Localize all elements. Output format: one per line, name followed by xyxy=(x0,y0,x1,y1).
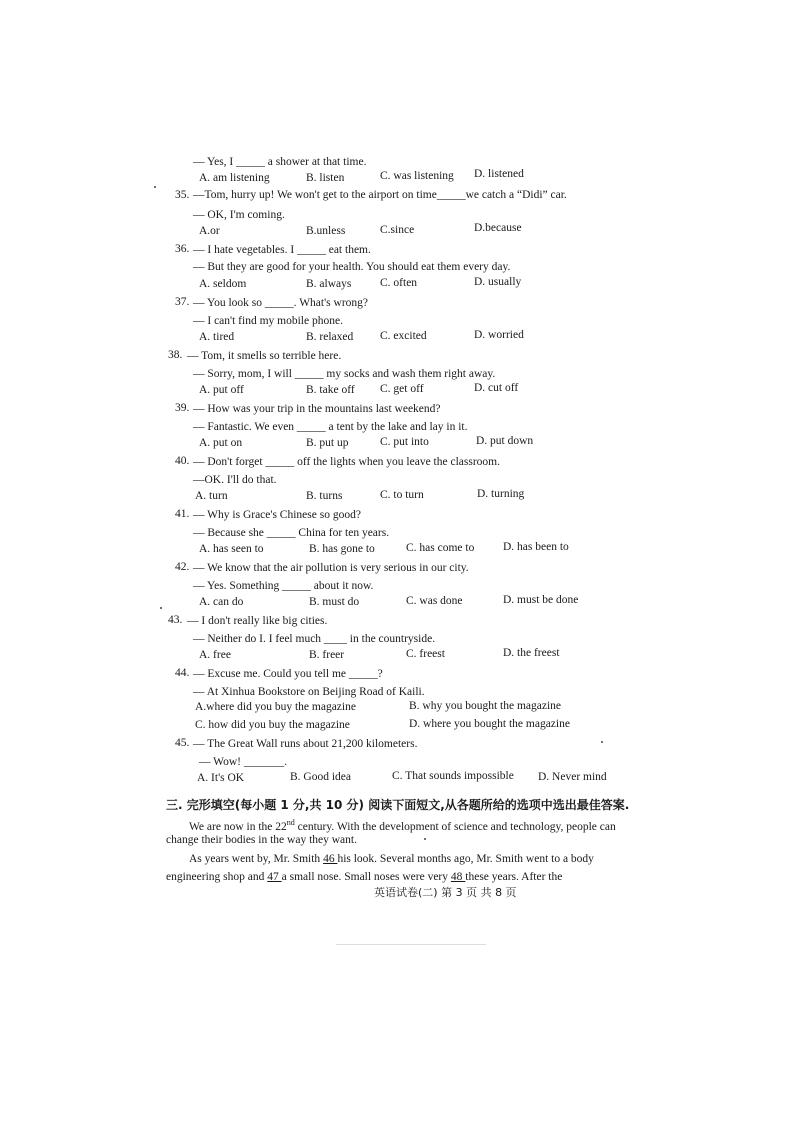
option-d: D. put down xyxy=(476,435,534,447)
blank-47: 47 xyxy=(267,871,282,883)
passage-text: As years went by, Mr. Smith xyxy=(189,853,324,865)
question-line-2: — Yes. Something _____ about it now. xyxy=(193,580,374,592)
scan-speck xyxy=(160,607,162,609)
option-b: B. Good idea xyxy=(290,771,352,783)
question-line-2: — OK, I'm coming. xyxy=(193,209,285,221)
option-d: D. must be done xyxy=(503,594,579,606)
passage-line-3 xyxy=(189,850,594,868)
question-line-2: — I can't find my mobile phone. xyxy=(193,315,343,327)
option-c: C. That sounds impossible xyxy=(392,770,514,782)
option-c: C. to turn xyxy=(380,489,424,501)
option-a: A. put on xyxy=(199,437,243,449)
scan-line xyxy=(336,944,486,945)
option-a: A. turn xyxy=(195,490,228,502)
option-a: A. seldom xyxy=(199,278,247,290)
question-line-2: — Neither do I. I feel much ____ in the countryside. xyxy=(193,633,436,645)
option-c: C. was done xyxy=(406,595,463,607)
q34-option-c: C. was listening xyxy=(380,170,454,182)
passage-text: a small nose. Small noses were very xyxy=(281,871,451,883)
scan-speck xyxy=(154,186,156,188)
passage-text: his look. Several months ago, Mr. Smith went to a body xyxy=(337,853,594,865)
passage-text: We are now in the 22 xyxy=(189,820,287,833)
option-d: D. the freest xyxy=(503,647,560,659)
option-d: D. has been to xyxy=(503,541,569,553)
option-a: A. put off xyxy=(199,384,244,396)
option-c: C. get off xyxy=(380,383,424,395)
option-a: A.or xyxy=(199,225,220,237)
option-a: A.where did you buy the magazine xyxy=(195,701,356,713)
question-number: 42. xyxy=(175,561,190,573)
q34-option-d: D. listened xyxy=(474,168,524,180)
q34-option-a: A. am listening xyxy=(199,172,270,184)
option-b: B. has gone to xyxy=(309,543,375,555)
option-c: C. often xyxy=(380,277,418,289)
option-d: D. cut off xyxy=(474,382,519,394)
option-b: B. freer xyxy=(309,649,345,661)
option-c: C. how did you buy the magazine xyxy=(195,719,350,731)
page-footer: 英语试卷(二) 第 3 页 共 8 页 xyxy=(374,886,517,899)
option-d: D. Never mind xyxy=(538,771,607,783)
question-line-1: — Excuse me. Could you tell me _____? xyxy=(193,668,383,680)
question-number: 38. xyxy=(168,349,183,361)
question-line-2: — Sorry, mom, I will _____ my socks and wash them right away. xyxy=(193,368,496,380)
question-line-1: — How was your trip in the mountains last weekend? xyxy=(193,403,441,415)
question-line-2: —OK. I'll do that. xyxy=(193,474,277,486)
question-number: 37. xyxy=(175,296,190,308)
blank-48: 48 xyxy=(450,871,466,883)
option-a: A. can do xyxy=(199,596,244,608)
ordinal-suffix: nd xyxy=(286,818,295,827)
question-line-2: — Because she _____ China for ten years. xyxy=(193,527,390,539)
option-b: B. always xyxy=(306,278,352,290)
question-number: 35. xyxy=(175,189,190,201)
question-number: 45. xyxy=(175,737,190,749)
option-d: D. worried xyxy=(474,329,524,341)
option-b: B. relaxed xyxy=(306,331,354,343)
option-c: C.since xyxy=(380,224,415,236)
option-c: C. freest xyxy=(406,648,445,660)
scan-speck xyxy=(601,741,603,743)
passage-text: century. With the development of science and technology, people can xyxy=(294,820,616,833)
question-number: 39. xyxy=(175,402,190,414)
question-line-2: — But they are good for your health. You should eat them every day. xyxy=(193,261,511,273)
option-c: C. excited xyxy=(380,330,427,342)
option-b: B. must do xyxy=(309,596,360,608)
section-title: 三. 完形填空(每小题 1 分,共 10 分) 阅读下面短文,从各题所给的选项中选出最佳答案. xyxy=(166,798,630,812)
question-line-1: — The Great Wall runs about 21,200 kilometers. xyxy=(193,738,418,750)
question-line-1: — Why is Grace's Chinese so good? xyxy=(193,509,361,521)
question-line-1: — Don't forget _____ off the lights when you leave the classroom. xyxy=(193,456,500,468)
scan-speck xyxy=(424,838,426,840)
option-d: D.because xyxy=(474,222,522,234)
option-a: A. tired xyxy=(199,331,235,343)
option-d: D. where you bought the magazine xyxy=(409,718,570,730)
question-number: 43. xyxy=(168,614,183,626)
passage-text: engineering shop and xyxy=(166,871,268,883)
option-d: D. turning xyxy=(477,488,525,500)
passage-text: these years. After the xyxy=(465,871,563,883)
question-number: 36. xyxy=(175,243,190,255)
q34-answer-line: — Yes, I _____ a shower at that time. xyxy=(193,156,367,168)
option-b: B. why you bought the magazine xyxy=(409,700,562,712)
option-a: A. It's OK xyxy=(197,772,245,784)
question-line-2: — Fantastic. We even _____ a tent by the lake and lay in it. xyxy=(193,421,468,433)
question-number: 40. xyxy=(175,455,190,467)
option-b: B. turns xyxy=(306,490,343,502)
option-c: C. has come to xyxy=(406,542,475,554)
blank-46: 46 xyxy=(323,853,338,865)
option-b: B. take off xyxy=(306,384,355,396)
option-d: D. usually xyxy=(474,276,522,288)
option-b: B.unless xyxy=(306,225,346,237)
question-line-1: — You look so _____. What's wrong? xyxy=(193,297,369,309)
question-line-2: — Wow! _______. xyxy=(199,756,287,768)
q34-option-b: B. listen xyxy=(306,172,345,184)
question-line-2: — At Xinhua Bookstore on Beijing Road of Kaili. xyxy=(193,686,425,698)
option-a: A. has seen to xyxy=(199,543,264,555)
option-a: A. free xyxy=(199,649,231,661)
passage-line-2: change their bodies in the way they want. xyxy=(166,834,357,846)
option-c: C. put into xyxy=(380,436,429,448)
question-line-1: — Tom, it smells so terrible here. xyxy=(187,350,342,362)
option-b: B. put up xyxy=(306,437,349,449)
question-line-1: — We know that the air pollution is very serious in our city. xyxy=(193,562,469,574)
question-line-1: — I don't really like big cities. xyxy=(187,615,328,627)
question-number: 41. xyxy=(175,508,190,520)
question-line-1: — I hate vegetables. I _____ eat them. xyxy=(193,244,371,256)
question-number: 44. xyxy=(175,667,190,679)
question-line-1: —Tom, hurry up! We won't get to the airport on time_____we catch a “Didi” car. xyxy=(193,189,567,201)
